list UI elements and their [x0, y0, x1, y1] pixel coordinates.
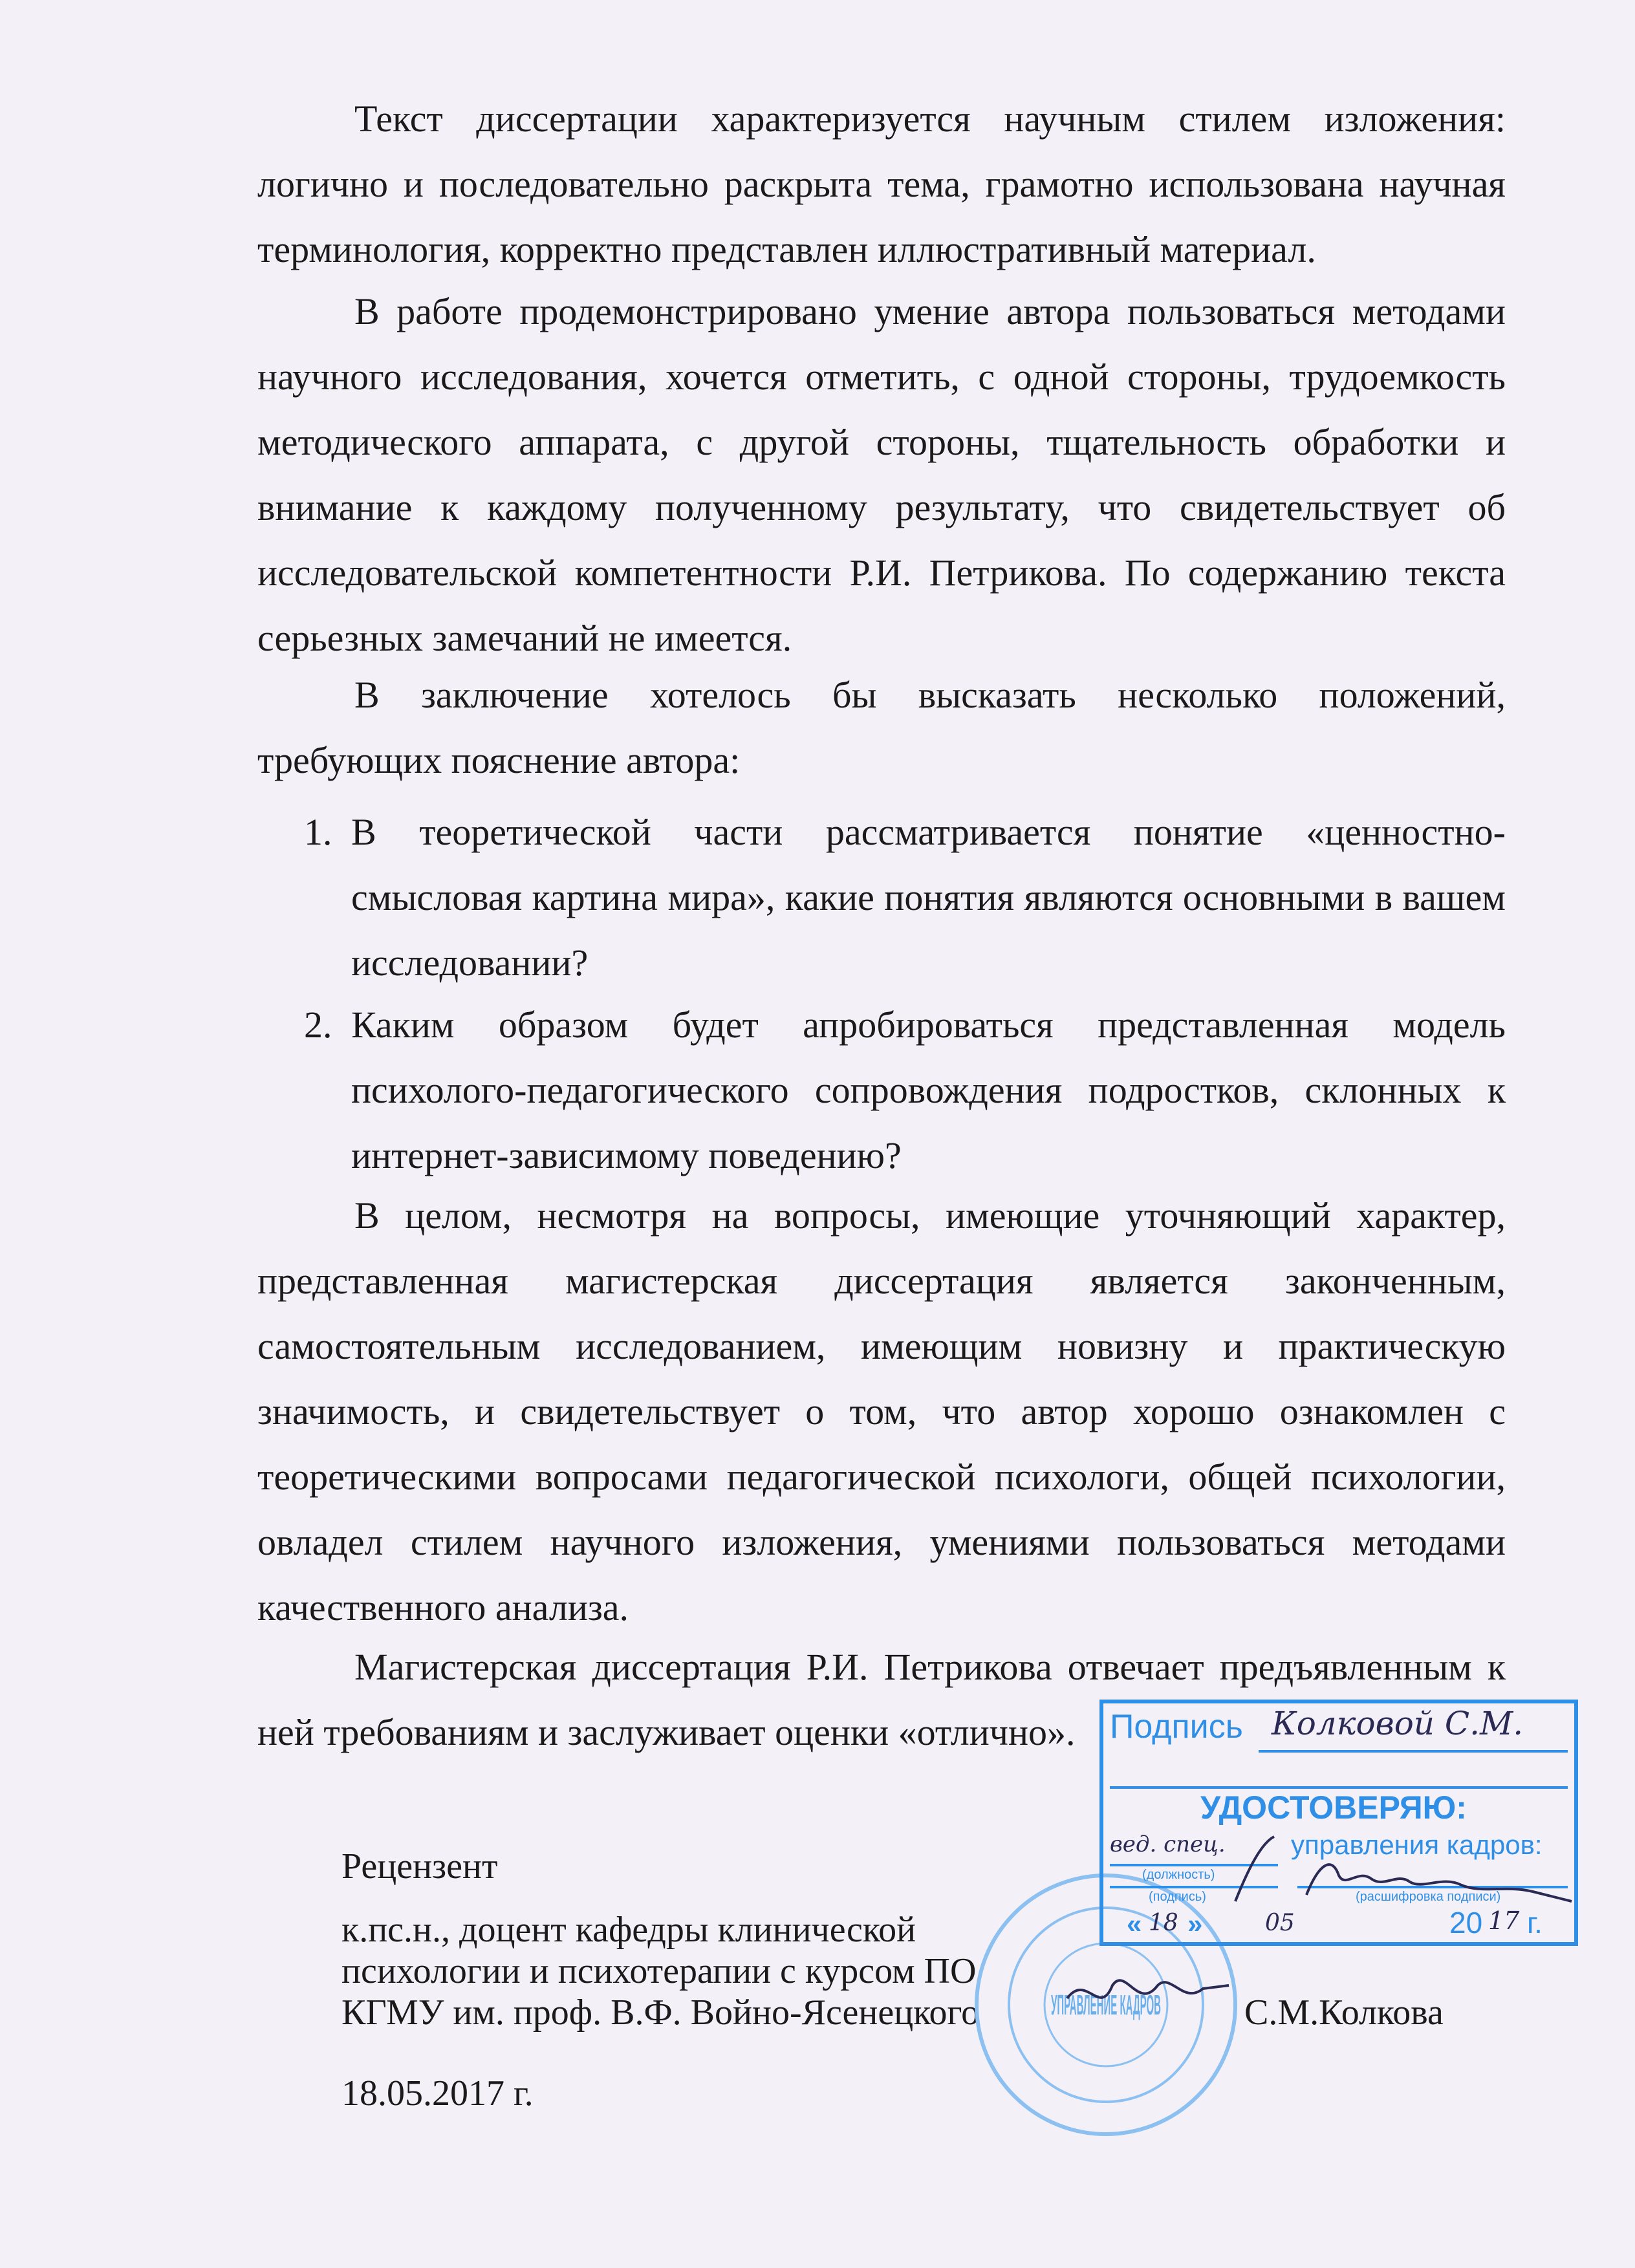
text-line: качественного анализа.	[257, 1586, 629, 1628]
list-number: 1.	[304, 811, 332, 853]
paragraph-conclusion	[257, 1183, 1506, 1640]
text-line: научного исследования, хочется отметить, с одной стороны, трудоемкость	[257, 356, 1506, 398]
paragraph-style	[257, 86, 1506, 282]
text-line: В теоретической части рассматривается понятие «ценностно-	[351, 811, 1506, 853]
text-line: внимание к каждому полученному результату, что свидетельствует об	[257, 486, 1506, 528]
text-line: терминология, корректно представлен иллюстративный материал.	[257, 228, 1316, 270]
seal-text: УПРАВЛЕНИЕ КАДРОВ	[1051, 1989, 1161, 2021]
text-line: самостоятельным исследованием, имеющим новизну и практическую	[257, 1325, 1506, 1367]
text-line: овладел стилем научного изложения, умениями пользоваться методами	[257, 1521, 1506, 1563]
text-line: логично и последовательно раскрыта тема, грамотно использована научная	[257, 163, 1506, 205]
reviewer-label: Рецензент	[341, 1846, 498, 1886]
text-line: исследовании?	[351, 942, 589, 984]
paragraph-methods	[257, 279, 1506, 671]
reviewer-name: С.М.Колкова	[1244, 1993, 1444, 2033]
handwritten-position: вед. спец.	[1110, 1831, 1226, 1857]
text-line: серьезных замечаний не имеется.	[257, 617, 792, 659]
handwritten-signature	[1229, 1830, 1578, 1908]
stamp-department: управления кадров:	[1291, 1830, 1543, 1860]
question-item-1	[257, 799, 1506, 995]
stamp-decode-caption: (расшифровка подписи)	[1356, 1890, 1501, 1904]
handwritten-year: 17	[1488, 1906, 1520, 1935]
text-line: В работе продемонстрировано умение автора пользоваться методами	[354, 290, 1506, 332]
stamp-year-suffix: г.	[1527, 1906, 1543, 1939]
text-line: представленная магистерская диссертация является законченным,	[257, 1260, 1506, 1302]
reviewer-title-line: психологии и психотерапии с курсом ПО	[341, 1951, 977, 1991]
text-line: В целом, несмотря на вопросы, имеющие уточняющий характер,	[354, 1194, 1506, 1237]
stamp-year-prefix: 20	[1449, 1906, 1483, 1939]
stamp-signature-caption: (подпись)	[1149, 1890, 1206, 1904]
reviewer-signature	[1061, 1960, 1242, 2037]
reviewer-title-line: КГМУ им. проф. В.Ф. Войно-Ясенецкого	[341, 1993, 980, 2033]
certification-stamp	[1099, 1700, 1578, 1946]
stamp-date-open: «	[1127, 1908, 1142, 1939]
text-line: ней требованиям и заслуживает оценки «отлично».	[257, 1711, 1076, 1753]
stamp-signature-label: Подпись	[1110, 1708, 1243, 1745]
stamp-certify: УДОСТОВЕРЯЮ:	[1200, 1789, 1467, 1826]
list-number: 2.	[304, 1004, 332, 1046]
text-line: В заключение хотелось бы высказать несколько положений,	[354, 674, 1506, 716]
text-line: Магистерская диссертация Р.И. Петрикова отвечает предъявленным к	[354, 1646, 1506, 1688]
text-line: интернет-зависимому поведению?	[351, 1134, 902, 1176]
text-line: смысловая картина мира», какие понятия являются основными в вашем	[351, 876, 1506, 918]
stamp-position-caption: (должность)	[1142, 1868, 1215, 1882]
text-line: требующих пояснение автора:	[257, 739, 741, 781]
text-line: методического аппарата, с другой стороны, тщательность обработки и	[257, 421, 1506, 463]
text-line: исследовательской компетентности Р.И. Петрикова. По содержанию текста	[257, 552, 1506, 594]
question-item-2	[257, 992, 1506, 1188]
handwritten-day: 18	[1149, 1910, 1178, 1936]
stamp-date-close: »	[1187, 1908, 1203, 1939]
review-date: 18.05.2017 г.	[341, 2073, 534, 2113]
text-line: Текст диссертации характеризуется научным стилем изложения:	[354, 98, 1506, 140]
text-line: психолого-педагогического сопровождения подростков, склонных к	[351, 1069, 1506, 1111]
handwritten-name: Колковой С.М.	[1272, 1705, 1524, 1742]
handwritten-month: 05	[1265, 1910, 1295, 1936]
paragraph-questions-intro	[257, 662, 1506, 793]
text-line: теоретическими вопросами педагогической психологи, общей психологии,	[257, 1456, 1506, 1498]
text-line: значимость, и свидетельствует о том, что автор хорошо ознакомлен с	[257, 1390, 1506, 1432]
reviewer-title	[341, 1909, 979, 2033]
text-line: Каким образом будет апробироваться представленная модель	[351, 1004, 1506, 1046]
reviewer-title-line: к.пс.н., доцент кафедры клинической	[341, 1910, 916, 1950]
